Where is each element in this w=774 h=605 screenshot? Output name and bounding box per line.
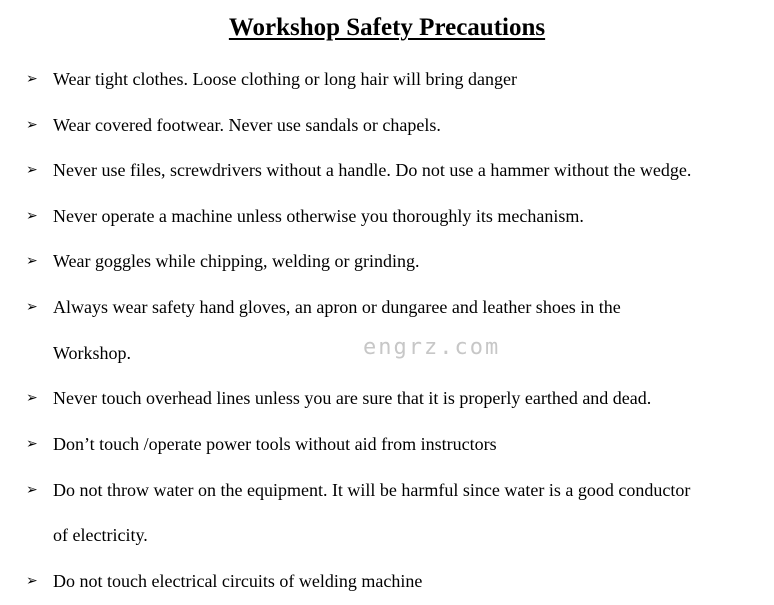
- list-item-text: Wear goggles while chipping, welding or grinding.: [53, 251, 420, 271]
- list-item-text-continuation: Workshop.: [53, 343, 132, 363]
- list-item-text: Never use files, screwdrivers without a handle. Do not use a hammer without the wedge.: [53, 160, 692, 180]
- arrow-bullet-icon: ➢: [26, 162, 38, 178]
- list-item-text-continuation: of electricity.: [53, 525, 148, 545]
- list-item-text: Never touch overhead lines unless you are sure that it is properly earthed and dead.: [53, 388, 652, 408]
- arrow-bullet-icon: ➢: [26, 253, 38, 269]
- arrow-bullet-icon: ➢: [26, 573, 38, 589]
- list-item-text: Don’t touch /operate power tools without aid from instructors: [53, 434, 497, 454]
- title-text: Workshop Safety Precautions: [228, 14, 546, 41]
- watermark: engrz.com: [363, 335, 501, 360]
- arrow-bullet-icon: ➢: [26, 208, 38, 224]
- arrow-bullet-icon: ➢: [26, 71, 38, 87]
- list-item-text: Wear tight clothes. Loose clothing or long hair will bring danger: [53, 69, 517, 89]
- list-item-text: Never operate a machine unless otherwise you thoroughly its mechanism.: [53, 206, 584, 226]
- arrow-bullet-icon: ➢: [26, 436, 38, 452]
- list-item-text: Always wear safety hand gloves, an apron or dungaree and leather shoes in the: [53, 297, 621, 317]
- arrow-bullet-icon: ➢: [26, 390, 38, 406]
- list-item-text: Do not touch electrical circuits of welding machine: [53, 571, 423, 591]
- arrow-bullet-icon: ➢: [26, 482, 38, 498]
- arrow-bullet-icon: ➢: [26, 117, 38, 133]
- list-item-text: Do not throw water on the equipment. It will be harmful since water is a good conductor: [53, 480, 691, 500]
- arrow-bullet-icon: ➢: [26, 299, 38, 315]
- list-item-text: Wear covered footwear. Never use sandals or chapels.: [53, 115, 441, 135]
